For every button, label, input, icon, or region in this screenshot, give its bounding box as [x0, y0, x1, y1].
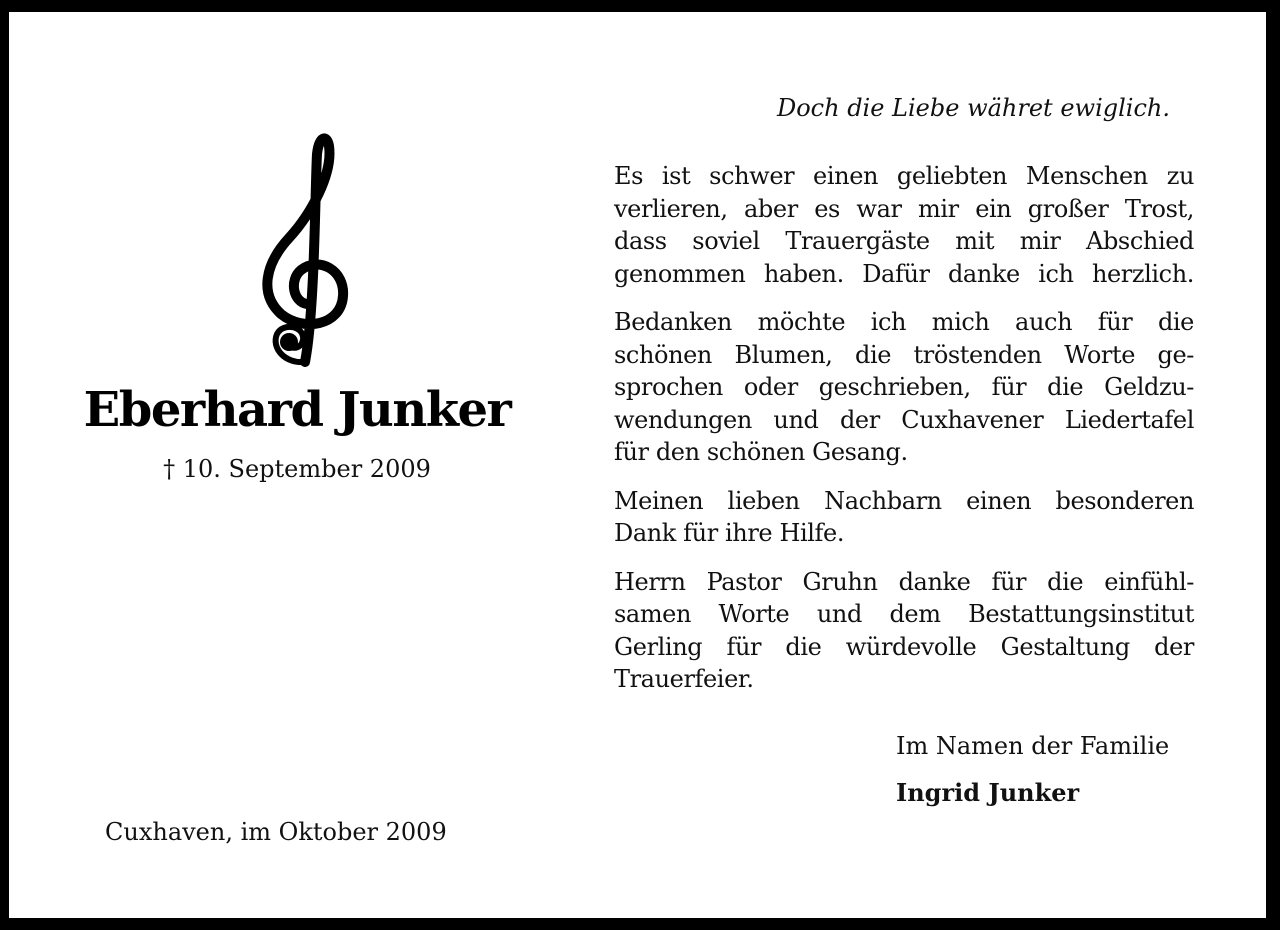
- text-line: Meinen lieben Nachbarn einen besonderen: [614, 486, 1194, 515]
- motto-quote: Doch die Liebe währet ewiglich.: [776, 94, 1170, 122]
- paragraph-neighbors: [614, 485, 1194, 550]
- treble-clef-icon: [249, 130, 359, 370]
- text-line: wendungen und der Cuxhavener Liedertafel: [614, 405, 1194, 434]
- paragraph-flowers: [614, 306, 1194, 469]
- deceased-name: Eberhard Junker: [83, 382, 511, 438]
- text-line: sprochen oder geschrieben, für die Geldzu-: [614, 373, 1194, 401]
- death-date: † 10. September 2009: [163, 455, 431, 483]
- text-line: Trauerfeier.: [614, 665, 754, 693]
- text-line: schönen Blumen, die tröstenden Worte ge-: [614, 340, 1194, 369]
- text-line: Bedanken möchte ich mich auch für die: [614, 308, 1194, 336]
- text-line: Herrn Pastor Gruhn danke für die einfühl-: [614, 567, 1194, 596]
- text-line: Gerling für die würdevolle Gestaltung der: [614, 632, 1194, 661]
- paragraph-pastor: [614, 566, 1194, 696]
- signature-intro: Im Namen der Familie: [896, 732, 1170, 760]
- paragraph-condolence: [614, 160, 1194, 290]
- text-line: Es ist schwer einen geliebten Menschen zu: [614, 162, 1194, 190]
- text-line: Dank für ihre Hilfe.: [614, 519, 845, 547]
- text-line: für den schönen Gesang.: [614, 438, 908, 466]
- place-date: Cuxhaven, im Oktober 2009: [105, 818, 447, 846]
- text-line: samen Worte und dem Bestattungsinstitut: [614, 600, 1194, 628]
- text-line: verlieren, aber es war mir ein großer Trost,: [614, 194, 1194, 223]
- text-line: genommen haben. Dafür danke ich herzlich.: [614, 259, 1194, 288]
- signature-name: Ingrid Junker: [896, 778, 1080, 807]
- text-line: dass soviel Trauergäste mit mir Abschied: [614, 227, 1194, 255]
- thanks-text: [614, 160, 1194, 712]
